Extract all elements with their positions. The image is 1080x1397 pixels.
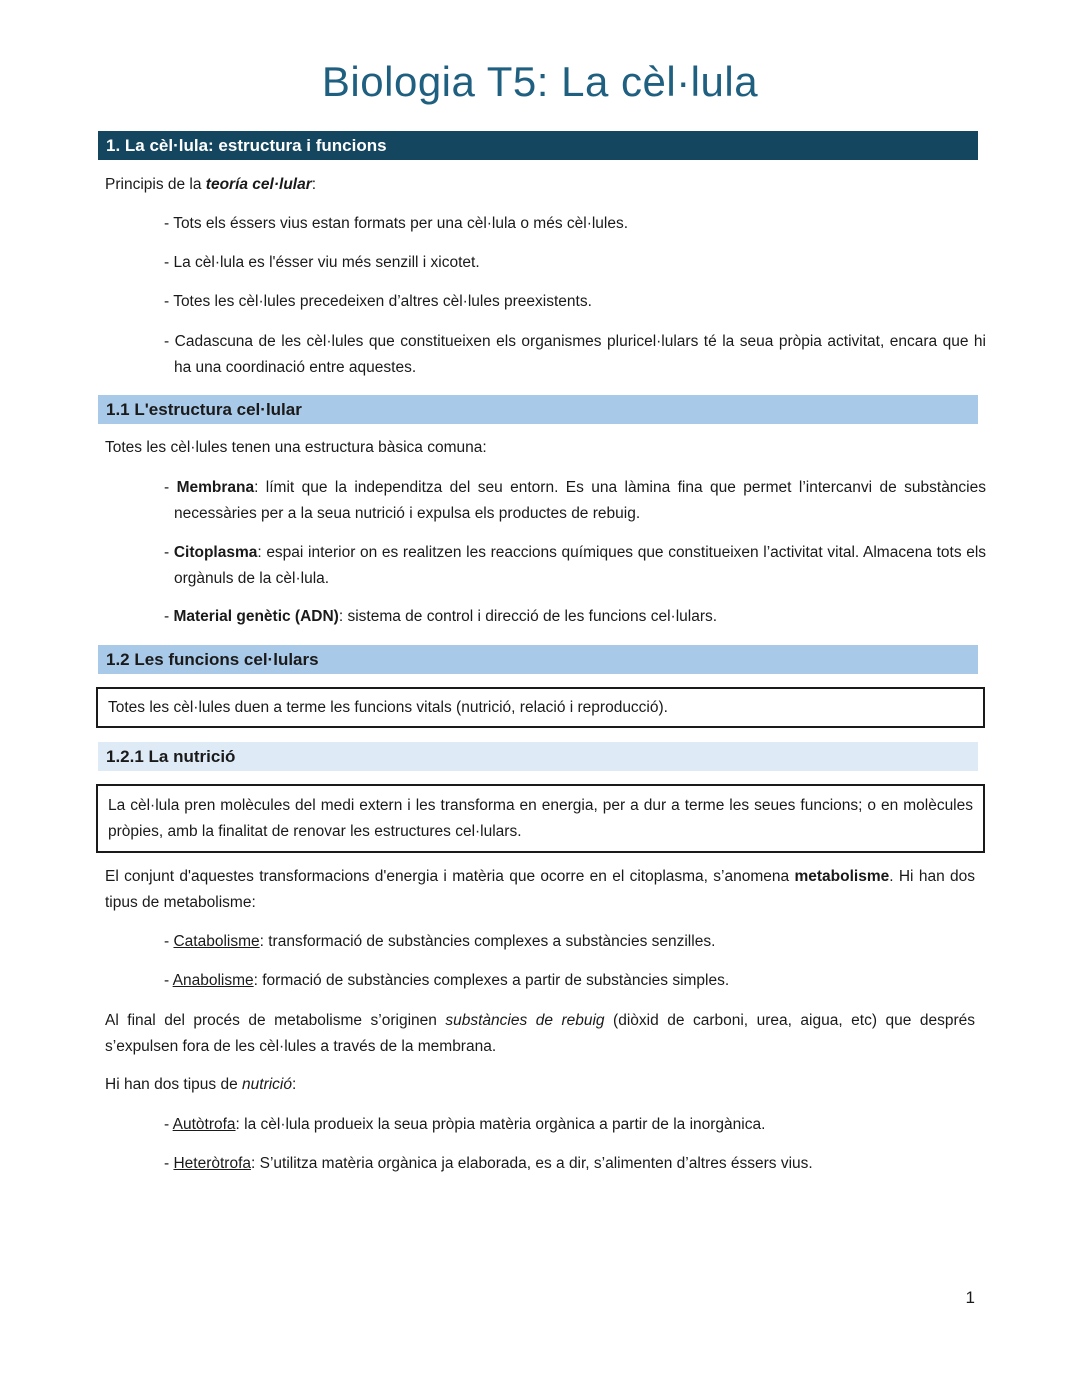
section-heading-1-2-1: 1.2.1 La nutrició: [98, 742, 978, 771]
cell-theory-intro: [105, 172, 975, 198]
waste-suffix: (diòxid de carboni, urea, aigua, etc) que després s’expulsen fora de les cèl·lules a través de la membrana.: [105, 1012, 975, 1055]
anabolism-text: : formació de substàncies complexes a partir de substàncies simples.: [253, 972, 730, 989]
waste-term: substàncies de rebuig: [445, 1012, 605, 1029]
theory-item-1: - Tots els éssers vius estan formats per una cèl·lula o més cèl·lules.: [164, 215, 629, 232]
heterotrophic-term: Heteròtrofa: [173, 1155, 252, 1172]
nutrition-types-prefix: Hi han dos tipus de: [105, 1076, 243, 1093]
nutrition-types-intro: [105, 1072, 975, 1098]
section-heading-1-1: 1.1 L'estructura cel·lular: [98, 395, 978, 424]
metabolism-item-catabolism: [164, 929, 986, 955]
section-heading-1-2: 1.2 Les funcions cel·lulars: [98, 645, 978, 674]
catabolism-term: Catabolisme: [173, 933, 260, 950]
nutrition-item-dash: -: [164, 1116, 173, 1133]
cytoplasm-text: : espai interior on es realitzen les reaccions químiques que constitueixen l’activitat vital. Almacena tots els orgànuls de la cèl·lula.: [174, 544, 987, 587]
page-title: Biologia T5: La cèl·lula: [321, 58, 759, 105]
waste-prefix: Al final del procés de metabolisme s’originen: [105, 1012, 446, 1029]
cytoplasm-term: Citoplasma: [173, 544, 258, 561]
membrane-term: Membrana: [176, 479, 255, 496]
structure-item-dash: -: [164, 608, 174, 625]
nutrition-types-suffix: :: [291, 1076, 297, 1093]
structure-item-cytoplasm: [164, 540, 986, 592]
metabolism-item-anabolism: [164, 968, 986, 994]
cell-theory-intro-suffix: :: [311, 176, 317, 193]
dna-term: Material genètic (ADN): [173, 608, 339, 625]
structure-item-dash: -: [164, 544, 174, 561]
structure-intro: Totes les cèl·lules tenen una estructura bàsica comuna:: [105, 439, 487, 456]
metabolism-paragraph: [105, 864, 975, 916]
theory-item-2: - La cèl·lula es l'ésser viu més senzill i xicotet.: [164, 254, 480, 271]
autotrophic-text: : la cèl·lula produeix la seua pròpia matèria orgànica a partir de la inorgànica.: [235, 1116, 766, 1133]
nutrition-term: nutrició: [242, 1076, 292, 1093]
theory-item-4: - Cadascuna de les cèl·lules que constitueixen els organismes pluricel·lulars té la seua pròpia activitat, encara que hi ha una coordinació entre aquestes.: [164, 333, 986, 376]
heterotrophic-text: : S’utilitza matèria orgànica ja elaborada, es a dir, s’alimenten d’altres éssers vius.: [251, 1155, 813, 1172]
dna-text: : sistema de control i direcció de les funcions cel·lulars.: [338, 608, 718, 625]
autotrophic-term: Autòtrofa: [172, 1116, 236, 1133]
vital-functions-box: Totes les cèl·lules duen a terme les funcions vitals (nutrició, relació i reproducció).: [96, 687, 985, 728]
metabolism-suffix: . Hi han dos tipus de metabolisme:: [105, 868, 976, 911]
nutrition-item-dash: -: [164, 1155, 174, 1172]
page-number: 1: [965, 1288, 975, 1307]
section-heading-1: 1. La cèl·lula: estructura i funcions: [98, 131, 978, 160]
structure-item-dna: [164, 604, 986, 630]
waste-paragraph: [105, 1008, 975, 1060]
metabolism-prefix: El conjunt d'aquestes transformacions d'energia i matèria que ocorre en el citoplasma, s’anomena: [105, 868, 795, 885]
nutrition-item-autotrophic: [164, 1112, 986, 1138]
metabolism-item-dash: -: [164, 933, 174, 950]
cell-theory-intro-prefix: Principis de la: [105, 176, 206, 193]
nutrition-definition-box: La cèl·lula pren molècules del medi extern i les transforma en energia, per a dur a terme les seues funcions; o en molècules pròpies, amb la finalitat de renovar les estructures cel·lulars.: [96, 784, 985, 853]
theory-item-3: - Totes les cèl·lules precedeixen d’altres cèl·lules preexistents.: [164, 293, 592, 310]
membrane-text: : límit que la independitza del seu entorn. Es una làmina fina que permet l’intercanvi de substàncies necessàries per a la seua nutrició i expulsa els productes de rebuig.: [174, 479, 986, 522]
cell-theory-term: teoría cel·lular: [205, 176, 312, 193]
metabolism-term: metabolisme: [794, 868, 890, 885]
metabolism-item-dash: -: [164, 972, 173, 989]
catabolism-text: : transformació de substàncies complexes a substàncies senzilles.: [259, 933, 716, 950]
nutrition-item-heterotrophic: [164, 1151, 986, 1177]
structure-item-dash: -: [164, 479, 177, 496]
structure-item-membrane: [164, 475, 986, 527]
anabolism-term: Anabolisme: [172, 972, 254, 989]
